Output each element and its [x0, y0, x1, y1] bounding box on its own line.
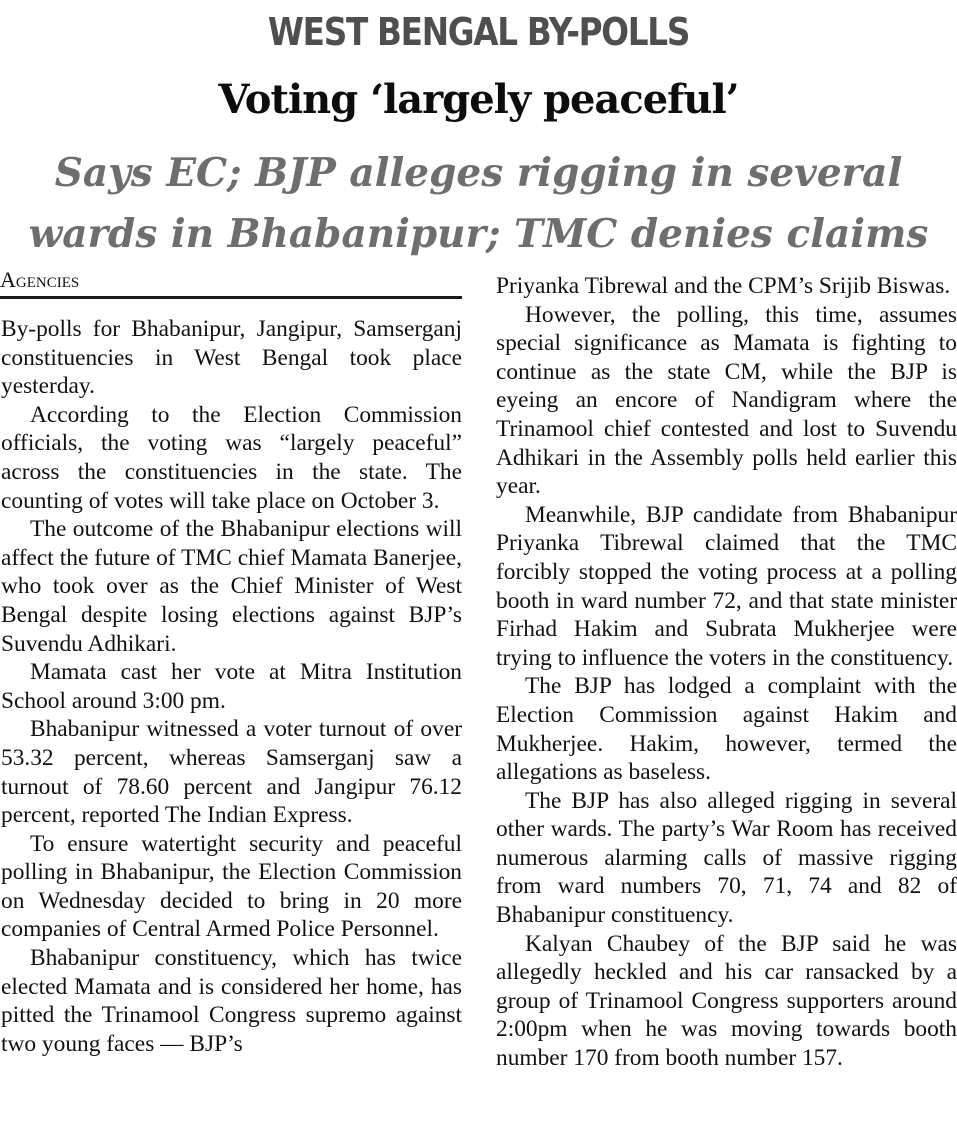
- paragraph: The BJP has also alleged rigging in several other wards. The party’s War Room has received numerous alarming calls of massive rigging from ward numbers 70, 71, 74 and 82 of Bhabanipur constituency.: [496, 787, 957, 929]
- paragraph: The BJP has lodged a complaint with the Election Commission against Hakim and Mukherjee. Hakim, however, termed the allegations as baseless.: [496, 673, 957, 786]
- left-column: [1, 315, 462, 1058]
- paragraph: To ensure watertight security and peaceful polling in Bhabanipur, the Election Commission on Wednesday decided to bring in 20 more companies of Central Armed Police Personnel.: [1, 830, 462, 943]
- right-column: [496, 272, 957, 1073]
- paragraph: Bhabanipur witnessed a voter turnout of over 53.32 percent, whereas Samserganj saw a turnout of 78.60 percent and Jangipur 76.12 percent, reported The Indian Express.: [1, 716, 462, 829]
- paragraph: However, the polling, this time, assumes special significance as Mamata is fighting to continue as the state CM, while the BJP is eyeing an encore of Nandigram where the Trinamool chief contested and lost to Suvendu Adhikari in the Assembly polls held earlier this year.: [496, 301, 957, 500]
- paragraph: By-polls for Bhabanipur, Jangipur, Samserganj constituencies in West Bengal took place yesterday.: [1, 316, 462, 400]
- paragraph: Mamata cast her vote at Mitra Institution School around 3:00 pm.: [1, 659, 462, 714]
- paragraph: According to the Election Commission officials, the voting was “largely peaceful” across the constituencies in the state. The counting of votes will take place on October 3.: [1, 401, 462, 514]
- paragraph: Meanwhile, BJP candidate from Bhabanipur Priyanka Tibrewal claimed that the TMC forcibly stopped the voting process at a polling booth in ward number 72, and that state minister Firhad Hakim and Subrata Mukherjee were trying to influence the voters in the constituency.: [496, 501, 957, 671]
- headline: Voting ‘largely peaceful’: [218, 76, 739, 123]
- subhead: Says EC; BJP alleges rigging in several wards in Bhabanipur; TMC denies claims: [28, 150, 929, 257]
- paragraph: The outcome of the Bhabanipur elections will affect the future of TMC chief Mamata Banerjee, who took over as the Chief Minister of West Bengal despite losing elections against BJP’s Suvendu Adhikari.: [1, 516, 462, 657]
- byline: Agencies: [0, 266, 462, 299]
- paragraph: Bhabanipur constituency, which has twice elected Mamata and is considered her home, has pitted the Trinamool Congress supremo against two young faces — BJP’s: [1, 945, 462, 1057]
- kicker: WEST BENGAL BY-POLLS: [267, 10, 690, 54]
- paragraph: Kalyan Chaubey of the BJP said he was allegedly heckled and his car ransacked by a group of Trinamool Congress supporters around 2:00pm when he was moving towards booth number 170 from booth number 157.: [496, 930, 957, 1072]
- paragraph: Priyanka Tibrewal and the CPM’s Srijib Biswas.: [496, 273, 951, 299]
